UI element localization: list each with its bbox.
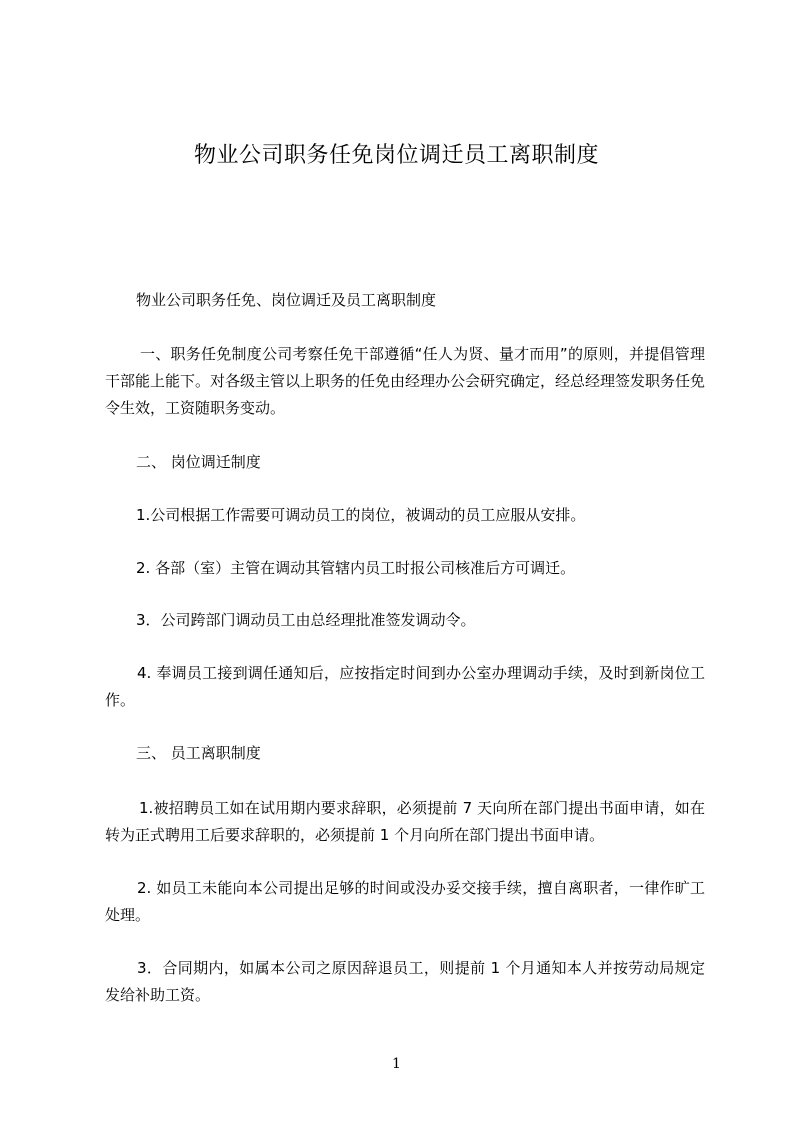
section-2-item-1: 1.公司根据工作需要可调动员工的岗位，被调动的员工应服从安排。 [136,506,586,524]
document-title: 物业公司职务任免岗位调迁员工离职制度 [193,143,599,168]
section-1-paragraph: 一、职务任免制度公司考察任免干部遵循“任人为贤、量才而用”的原则，并提倡管理干部能上能下。对各级主管以上职务的任免由经理办公会研究确定，经总经理签发职务任免令生效，工资随职务变动。 [105,345,706,417]
page-number: 1 [392,1056,401,1072]
section-3-item-1: 1.被招聘员工如在试用期内要求辞职，必须提前 7 天向所在部门提出书面申请，如在转为正式聘用工后要求辞职的，必须提前 1 个月向所在部门提出书面申请。 [105,799,705,844]
section-3-heading: 三、 员工离职制度 [136,744,261,762]
document-subtitle: 物业公司职务任免、岗位调迁及员工离职制度 [136,291,437,309]
section-3-item-3: 3．合同期内，如属本公司之原因辞退员工，则提前 1 个月通知本人并按劳动局规定发给补助工资。 [105,959,705,1004]
section-2-item-3: 3．公司跨部门调动员工由总经理批准签发调动令。 [136,611,476,629]
section-2-item-4: 4. 奉调员工接到调任通知后，应按指定时间到办公室办理调动手续，及时到新岗位工作。 [105,664,705,709]
section-2-heading: 二、 岗位调迁制度 [136,453,261,471]
section-3-item-2: 2. 如员工未能向本公司提出足够的时间或没办妥交接手续，擅自离职者，一律作旷工处理。 [105,879,705,924]
section-2-item-2: 2. 各部（室）主管在调动其管辖内员工时报公司核准后方可调迁。 [136,559,576,577]
